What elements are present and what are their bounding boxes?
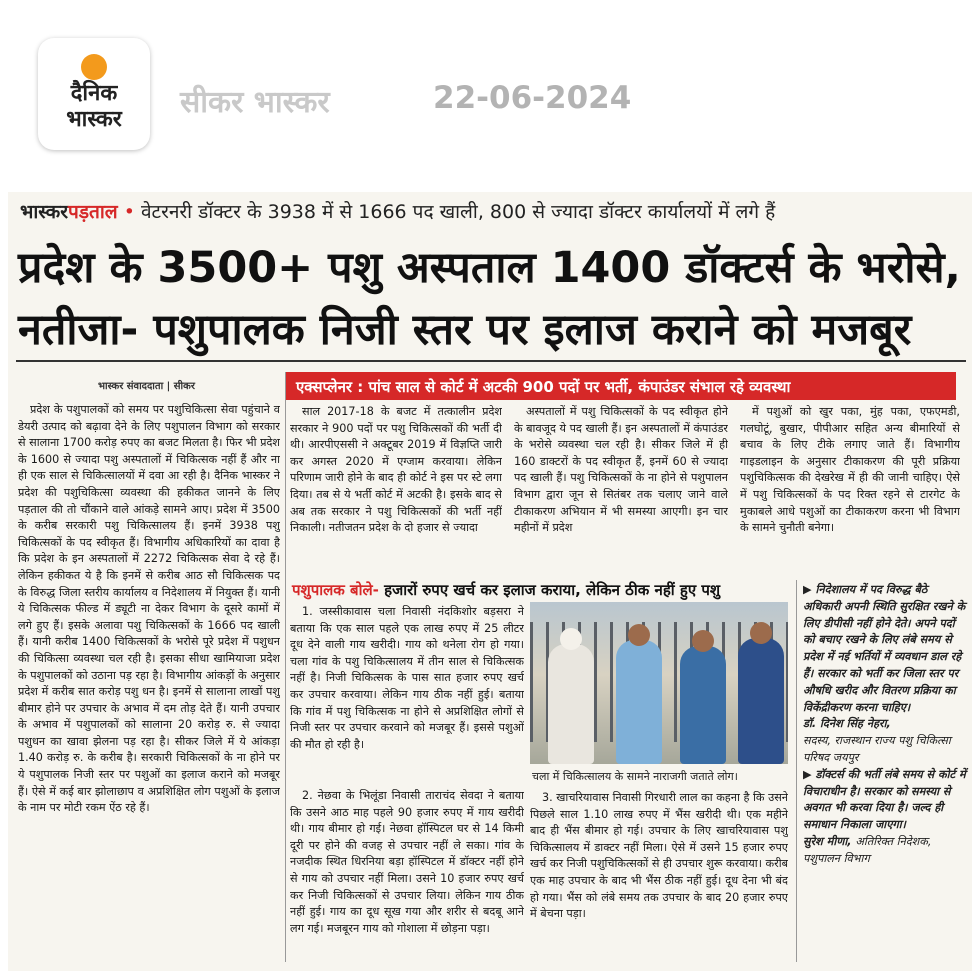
kicker-text: वेटरनरी डॉक्टर के 3938 में से 1666 पद खाली, 800 से ज्यादा डॉक्टर कार्यालयों में लगे हैं xyxy=(140,201,776,223)
subheading-label: पशुपालक बोले- xyxy=(292,581,379,599)
sun-icon xyxy=(81,54,107,80)
person-head xyxy=(750,622,772,644)
quote-1-text: निदेशालय में पद विरुद्ध बैठे अधिकारी अपनी स्थिति सुरक्षित रखने के लिए डीपीसी नहीं होने देते। अपने पदों को बचाए रखने के लिए लंबे समय से प्रदेश में नई भर्तियों में व्यवधान डाल रहे हैं। सरकार को भर्ती कर जिला स्तर पर औषधि खरीद और वितरण प्रक्रिया का विकेंद्रीकरण करना चाहिए। xyxy=(803,583,966,714)
person-figure xyxy=(548,644,594,764)
divider xyxy=(16,360,966,362)
news-clipping xyxy=(8,192,972,971)
subheading-text: हजारों रुपए खर्च कर इलाज कराया, लेकिन ठीक नहीं हुए पशु xyxy=(378,581,721,599)
column-3 xyxy=(514,404,728,572)
story-3 xyxy=(530,790,788,964)
byline: भास्कर संवाददाता | सीकर xyxy=(98,381,195,392)
news-photo xyxy=(530,602,788,764)
story-3-text: 3. खाचरियावास निवासी गिरधारी लाल का कहना है कि उसने पिछले साल 1.10 लाख रुपए में भैंस खरीदी थी। एक महीने बाद ही भैंस बीमार हो गई। उपचार के लिए खाचरियावास पशु चिकित्सालय में डाक्टर नहीं मिला। ऐसे में उसने 15 हजार रुपए खर्च कर निजी पशुचिकित्सकों से ही उपचार शुरू करवाया। करीब एक माह उपचार के बाद भी भैंस ठीक नहीं हुई। दूध देना भी बंद हो गया। भैंस को लंबे समय तक उपचार के बाद 20 हजार रुपए में बेचना पड़ा। xyxy=(530,791,788,921)
quotes-sidebar xyxy=(803,582,968,868)
quote-2: ▶ डॉक्टर्स की भर्ती लंबे समय से कोर्ट में विचाराधीन है। सरकार को समस्या से अवगत भी करवा दिया है। जल्द ही समाधान निकाला जाएगा। xyxy=(803,767,966,832)
story-1 xyxy=(290,604,524,784)
person-figure xyxy=(616,640,662,764)
person-head xyxy=(692,630,714,652)
quote-2-title: अतिरिक्त निदेशक, पशुपालन विभाग xyxy=(803,834,932,865)
column-divider xyxy=(796,580,797,962)
headline-line1: प्रदेश के 3500+ पशु अस्पताल 1400 डॉक्टर्स के भरोसे, xyxy=(18,243,961,293)
person-head xyxy=(628,624,650,646)
person-figure xyxy=(680,646,726,764)
column-2 xyxy=(290,404,502,572)
quote-1-name: डॉ. दिनेश सिंह नेहरा, xyxy=(803,717,891,731)
kicker-label: पड़ताल xyxy=(68,201,118,223)
person-figure xyxy=(738,638,784,764)
edition-date: 22-06-2024 xyxy=(433,80,632,116)
story-1-text: 1. जस्सीकावास चला निवासी नंदकिशोर बड़सरा ने बताया कि एक साल पहले एक लाख रुपए में 25 लीटर दूध देने वाली गाय खरीदी। गाय को थनेला रोग हो गया। चला गांव के पशु चिकित्सालय में तीन साल से चिकित्सक नहीं है। निजी चिकित्सक के पास सात हजार रुपए खर्च कर उपचार करवाया। लेकिन गाय ठीक नहीं हुई। बताया कि गांव में पशु चिकित्सक ना होने से अप्रशिक्षित लोगों से निजी स्तर पर उपचार करवाने को मजबूर हैं। इससे पशुओं की मौत हो रही है। xyxy=(290,605,524,751)
column-3-text: अस्पतालों में पशु चिकित्सकों के पद स्वीकृत होने के बावजूद ये पद खाली हैं। इन अस्पतालों में कंपाउंडर के भरोसे व्यवस्था चल रही है। सीकर जिले में ही 160 डाक्टरों के पद स्वीकृत हैं, इनमें 60 से ज्यादा पद खाली हैं। पशु चिकित्सकों के ना होने से पशुपालन विभाग द्वारा जून से सितंबर तक चलाए जाने वाले टीकाकरण अभियान में भी समस्या आएगी। इन चार महीनों में प्रदेश xyxy=(514,405,728,535)
edition-name: सीकर भास्कर xyxy=(180,85,330,120)
person-head xyxy=(560,628,582,650)
subheading xyxy=(292,580,720,600)
app-header xyxy=(0,0,972,175)
column-divider xyxy=(285,372,286,962)
quote-2-attribution xyxy=(803,834,968,868)
column-4-text: में पशुओं को खुर पका, मुंह पका, एफएमडी, गलघोटूं, बुखार, पीपीआर सहित अन्य बीमारियों से बचाव के लिए टीके लगाए जाते हैं। विभागीय गाइडलाइन के अनुसार टीकाकरण की पूरी प्रक्रिया पशुचिकित्सक की देखरेख में ही की जानी चाहिए। ऐसे में पशु चिकित्सकों के पद रिक्त रहने से टारगेट के मुकाबले आधे पशुओं का टीकाकरण करना भी विभाग के सामने चुनौती बनेगा। xyxy=(740,405,960,535)
quote-2-name: सुरेश मीणा, xyxy=(803,834,852,848)
logo-text-line2: भास्कर xyxy=(66,107,122,132)
logo-text-line1: दैनिक xyxy=(70,81,118,106)
explainer-banner: एक्सप्लेनर : पांच साल से कोर्ट में अटकी 900 पदों पर भर्ती, कंपाउंडर संभाल रहे व्यवस्था xyxy=(286,372,956,400)
story-2-text: 2. नेछवा के भिलूंडा निवासी ताराचंद सेवदा ने बताया कि उसने आठ माह पहले 90 हजार रुपए में गाय खरीदी थी। गाय बीमार हो गई। नेछवा हॉस्पिटल घर से 14 किमी दूरी पर होने की वजह से उपचार नहीं ले सका। गांव के नजदीक स्थित धिरनिया बड़ा हॉस्पिटल में डॉक्टर नहीं होने से गाय को उपचार नहीं मिला। उसने 10 हजार रुपए खर्च कर निजी चिकित्सकों से उपचार लिया। लेकिन गाय ठीक नहीं हुई। गाय का दूध सूख गया और शरीर से बदबू आने लग गई। मजबूरन गाय को गोशाला में छोड़ना पड़ा। xyxy=(290,789,524,935)
headline-line2: नतीजा- पशुपालक निजी स्तर पर इलाज कराने को मजबूर xyxy=(18,305,912,355)
column-1-text: प्रदेश के पशुपालकों को समय पर पशुचिकित्सा सेवा पहुंचाने व डेयरी उत्पाद को बढ़ावा देने के लिए पशुपालन विभाग को सरकार से सालाना 1700 करोड़ रुपए का बजट मिलता है। फिर भी प्रदेश के 1600 से ज्यादा पशु अस्पतालों में चिकित्सक नहीं हैं और ना ही एक साल से चिकित्सालयों में दवा आ रही है। दैनिक भास्कर ने प्रदेश की पशुचिकित्सा व्यवस्था की हकीकत जानने के लिए पड़ताल की तो चौंकाने वाले आंकड़े सामने आए। प्रदेश में 3500 के करीब सरकारी पशु चिकित्सालय हैं। इनमें 3938 पशु चिकित्सकों के पद स्वीकृत हैं। विभागीय अधिकारियों का दावा है कि प्रदेश के इन अस्पतालों में 2272 चिकित्सक सेवा दे रहे हैं। लेकिन हकीकत ये है कि इनमें से करीब आठ सौ चिकित्सक पद के विरुद्ध जिला स्तरीय कार्यालय व निदेशालय में नियुक्त हैं। यानी ये चिकित्सक फील्ड में ड्यूटी ना देकर विभाग के दूसरे कामों में लगे हुए हैं। इसके अलावा पशु चिकित्सकों के 1666 पद खाली हैं। यानी करीब 1400 चिकित्सकों के भरोसे पूरे प्रदेश में पशुधन की चिकित्सा व्यवस्था चल रही है। इसका सीधा खामियाजा प्रदेश के पशुपालकों को उठाना पड़ रहा है। विभागीय आंकड़ों के अनुसार प्रदेश में करीब सात करोड़ पशु धन है। इनमें से सालाना लाखों पशु बीमार होने पर उपचार के अभाव में दम तोड़ देते हैं। यानी उपचार के अभाव में पशुपालकों को सालाना 20 करोड़ रु. से ज्यादा पशुधन का खावा झेलना पड़ रहा है। सीकर जिले में ये आंकड़ा 1.40 करोड़ रु. के करीब है। सरकारी चिकित्सकों के ना होने पर ये पशुपालक निजी स्तर पर पशुओं का इलाज कराने को मजबूर हैं। ऐसे में कई बार झोलाछाप व अप्रशिक्षित लोग पशुओं के इलाज के नाम पर मोटी रकम ऐंठ रहे हैं। xyxy=(18,403,280,815)
story-2 xyxy=(290,788,524,964)
kicker-bullet: • xyxy=(123,201,135,223)
column-1 xyxy=(18,402,280,962)
dainik-bhaskar-logo[interactable] xyxy=(38,38,150,150)
column-4 xyxy=(740,404,960,572)
quote-1-title: सदस्य, राजस्थान राज्य पशु चिकित्सा परिषद जयपुर xyxy=(803,734,951,764)
kicker xyxy=(20,198,775,224)
quote-2-text: डॉक्टर्स की भर्ती लंबे समय से कोर्ट में विचाराधीन है। सरकार को समस्या से अवगत भी करवा दिया है। जल्द ही समाधान निकाला जाएगा। xyxy=(803,767,966,832)
column-2-text: साल 2017-18 के बजट में तत्कालीन प्रदेश सरकार ने 900 पदों पर पशु चिकित्सकों की भर्ती दी थी। आरपीएससी ने अक्टूबर 2019 में विज्ञप्ति जारी कर अगस्त 2020 में एग्जाम करवाया। लेकिन परिणाम जारी होने के बाद ही कोर्ट ने इस पर स्टे लगा दिया। तब से ये भर्ती कोर्ट में अटकी है। इसके बाद से अब तक सरकार ने पशु चिकित्सकों की भर्ती नहीं निकाली। नतीजतन प्रदेश के दो हजार से ज्यादा xyxy=(290,405,502,535)
quote-1: ▶ निदेशालय में पद विरुद्ध बैठे अधिकारी अपनी स्थिति सुरक्षित रखने के लिए डीपीसी नहीं होने देते। अपने पदों को बचाए रखने के लिए लंबे समय से प्रदेश में नई भर्तियों में व्यवधान डाल रहे हैं। सरकार को भर्ती कर जिला स्तर पर औषधि खरीद और वितरण प्रक्रिया का विकेंद्रीकरण करना चाहिए। xyxy=(803,583,966,714)
kicker-brand: भास्कर xyxy=(20,201,69,223)
photo-caption: चला में चिकित्सालय के सामने नाराजगी जताते लोग। xyxy=(532,770,738,783)
